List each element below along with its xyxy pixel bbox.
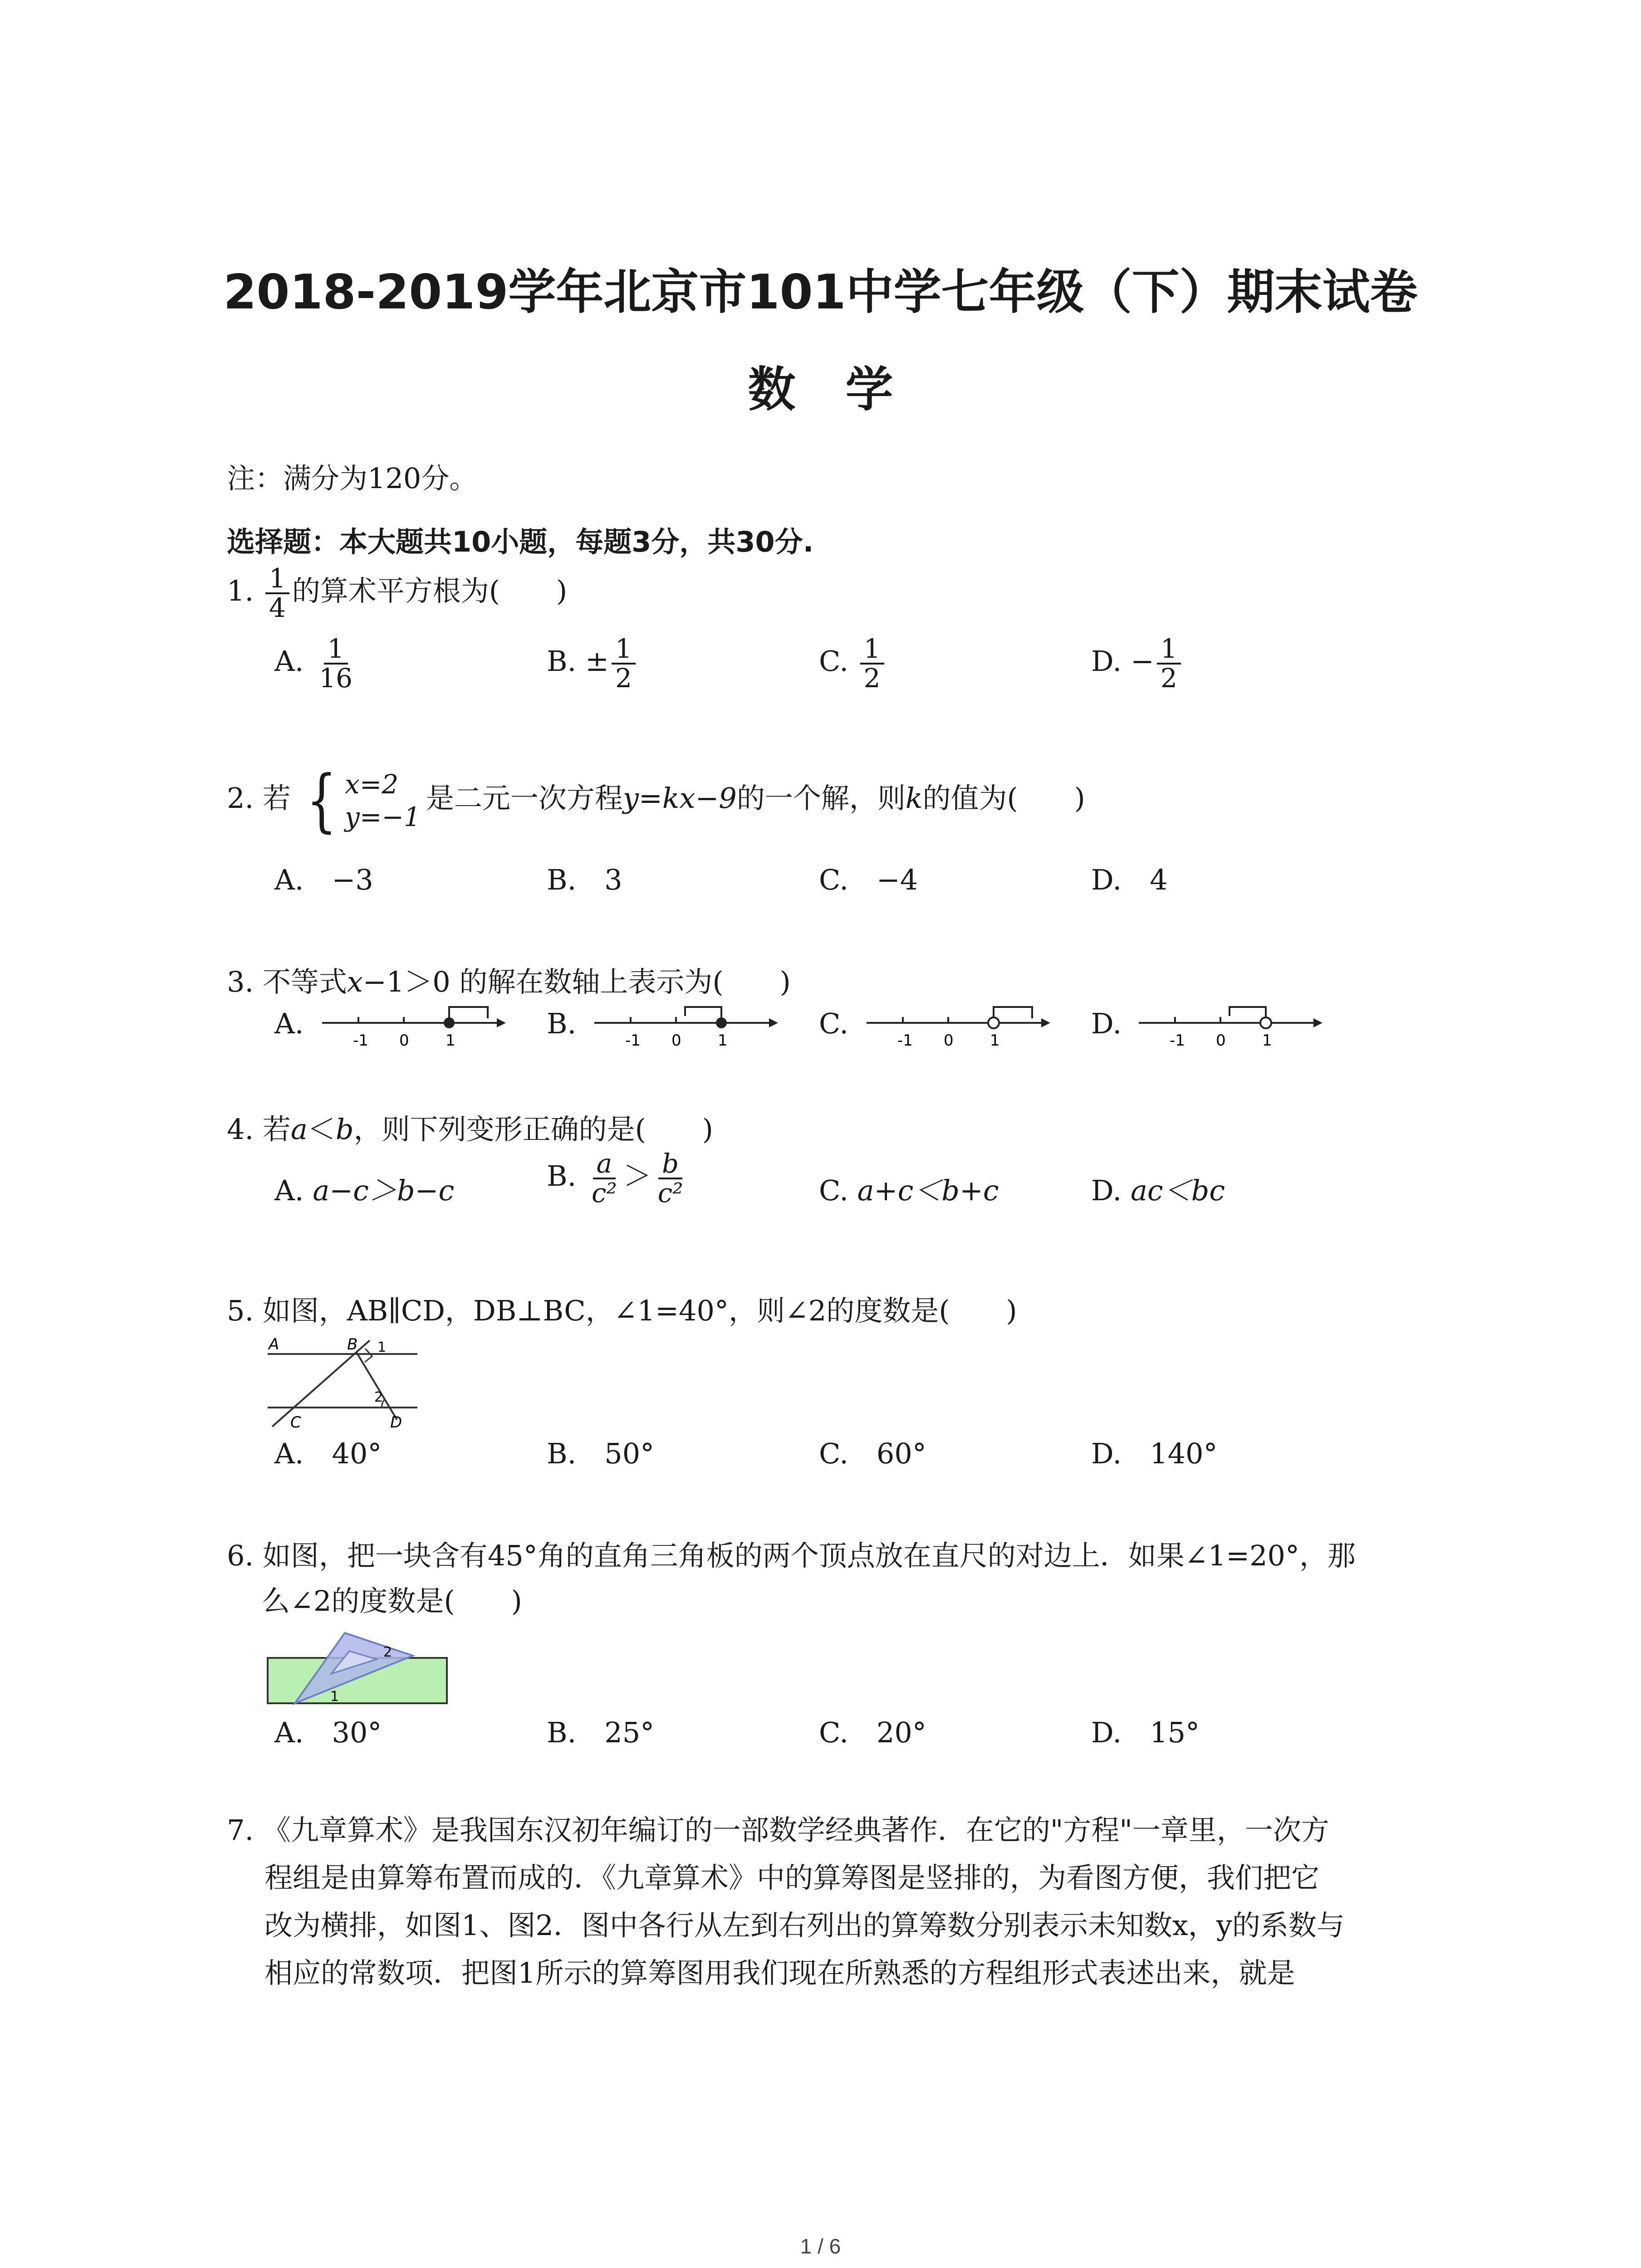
q1-option-a[interactable]: A. $\frac{1}{16}$ xyxy=(274,633,353,694)
q2-system: x=2 y=−1 xyxy=(345,768,421,832)
q5-option-d[interactable]: D. 140° xyxy=(1091,1437,1218,1470)
svg-text:-1: -1 xyxy=(625,1031,641,1050)
q7-line-4: 相应的常数项．把图1所示的算筹图用我们现在所熟悉的方程组形式表述出来，就是 xyxy=(265,1956,1295,1989)
system-brace: { xyxy=(306,761,337,840)
question-5: 5. 如图，AB∥CD，DB⊥BC，∠1=40°，则∠2的度数是( ) xyxy=(227,1294,1017,1327)
q3-option-d-label[interactable]: D. xyxy=(1091,1007,1122,1040)
svg-text:1: 1 xyxy=(718,1031,728,1050)
q5-figure xyxy=(259,1331,431,1431)
q2-option-a[interactable]: A. −3 xyxy=(274,863,373,896)
page-title: 2018-2019学年北京市101中学七年级（下）期末试卷 xyxy=(223,264,1418,320)
q6-figure xyxy=(263,1624,454,1715)
q3-option-c-label[interactable]: C. xyxy=(819,1007,848,1040)
q6-option-d[interactable]: D. 15° xyxy=(1091,1716,1200,1749)
question-7: 7. 《九章算术》是我国东汉初年编订的一部数学经典著作．在它的"方程"一章里，一次方 xyxy=(227,1813,1329,1847)
q1-text: 的算术平方根为( ) xyxy=(292,574,568,608)
q6-option-c[interactable]: C. 20° xyxy=(819,1716,926,1749)
svg-text:1: 1 xyxy=(1262,1031,1272,1050)
svg-text:0: 0 xyxy=(944,1031,954,1050)
svg-text:A: A xyxy=(269,1335,279,1354)
q4-option-b[interactable]: B. $\frac{a}{\text{c²}}$ ＞ $\frac{b}{\text{c²}}$ xyxy=(547,1148,683,1208)
number-line-c xyxy=(862,998,1053,1057)
q5-option-b[interactable]: B. 50° xyxy=(547,1437,655,1470)
score-note: 注：满分为120分。 xyxy=(227,462,478,495)
page-subtitle: 数学 xyxy=(748,362,943,417)
q2-option-c[interactable]: C. −4 xyxy=(819,863,918,896)
q1-option-c[interactable]: C. $\frac{1}{2}$ xyxy=(819,635,887,692)
svg-text:B: B xyxy=(347,1335,358,1354)
question-4: 4. 若a＜b，则下列变形正确的是( ) xyxy=(227,1113,713,1146)
svg-text:-1: -1 xyxy=(1170,1031,1185,1050)
page-number: 1 / 6 xyxy=(800,2234,841,2258)
q1-option-d[interactable]: D. − $\frac{1}{2}$ xyxy=(1091,635,1184,692)
q4-option-c[interactable]: C. a+c＜b+c xyxy=(819,1174,999,1207)
q6-option-a[interactable]: A. 30° xyxy=(274,1716,382,1749)
q4-option-a[interactable]: A. a−c＞b−c xyxy=(274,1174,455,1207)
svg-text:C: C xyxy=(290,1413,301,1431)
question-6: 6. 如图，把一块含有45°角的直角三角板的两个顶点放在直尺的对边上．如果∠1=20°，那 xyxy=(227,1539,1356,1572)
svg-text:D: D xyxy=(390,1413,402,1431)
question-6-cont: 么∠2的度数是( ) xyxy=(262,1584,522,1618)
number-line-b xyxy=(590,998,780,1057)
svg-text:1: 1 xyxy=(330,1689,339,1705)
svg-text:2: 2 xyxy=(383,1644,392,1660)
q7-line-3: 改为横排，如图1、图2．图中各行从左到右列出的算筹数分别表示未知数x，y的系数与 xyxy=(265,1909,1345,1942)
q5-option-c[interactable]: C. 60° xyxy=(819,1437,926,1470)
q2-option-b[interactable]: B. 3 xyxy=(547,863,622,896)
q4-option-d[interactable]: D. ac＜bc xyxy=(1091,1174,1225,1207)
number-line-a xyxy=(318,998,508,1057)
svg-text:0: 0 xyxy=(671,1031,681,1050)
svg-text:1: 1 xyxy=(377,1339,387,1355)
svg-text:1: 1 xyxy=(990,1031,1000,1050)
question-1 xyxy=(227,565,567,622)
q1-option-b[interactable]: B. ± $\frac{1}{2}$ xyxy=(547,635,638,692)
q2-option-d[interactable]: D. 4 xyxy=(1091,863,1168,896)
svg-text:1: 1 xyxy=(446,1031,456,1050)
q3-option-a-label[interactable]: A. xyxy=(274,1007,304,1040)
svg-text:2: 2 xyxy=(374,1389,383,1405)
svg-text:0: 0 xyxy=(1216,1031,1226,1050)
svg-text:-1: -1 xyxy=(897,1031,913,1050)
svg-text:0: 0 xyxy=(399,1031,409,1050)
q1-number: 1. xyxy=(227,574,254,608)
svg-text:-1: -1 xyxy=(353,1031,368,1050)
q1-fraction: $\frac{1}{4}$ xyxy=(265,565,289,622)
q6-option-b[interactable]: B. 25° xyxy=(547,1716,655,1749)
q5-option-a[interactable]: A. 40° xyxy=(274,1437,382,1470)
question-2: 2. 若 { x=2 y=−1 是二元一次方程y=kx−9的一个解，则k的值为( ) xyxy=(227,761,1085,840)
question-3: 3. 不等式x−1＞0 的解在数轴上表示为( ) xyxy=(227,965,791,998)
number-line-d xyxy=(1134,998,1325,1057)
q7-line-2: 程组是由算筹布置而成的．《九章算术》中的算筹图是竖排的，为看图方便，我们把它 xyxy=(265,1861,1320,1894)
q3-option-b-label[interactable]: B. xyxy=(547,1007,577,1040)
section-heading: 选择题：本大题共10小题，每题3分，共30分. xyxy=(227,525,814,558)
